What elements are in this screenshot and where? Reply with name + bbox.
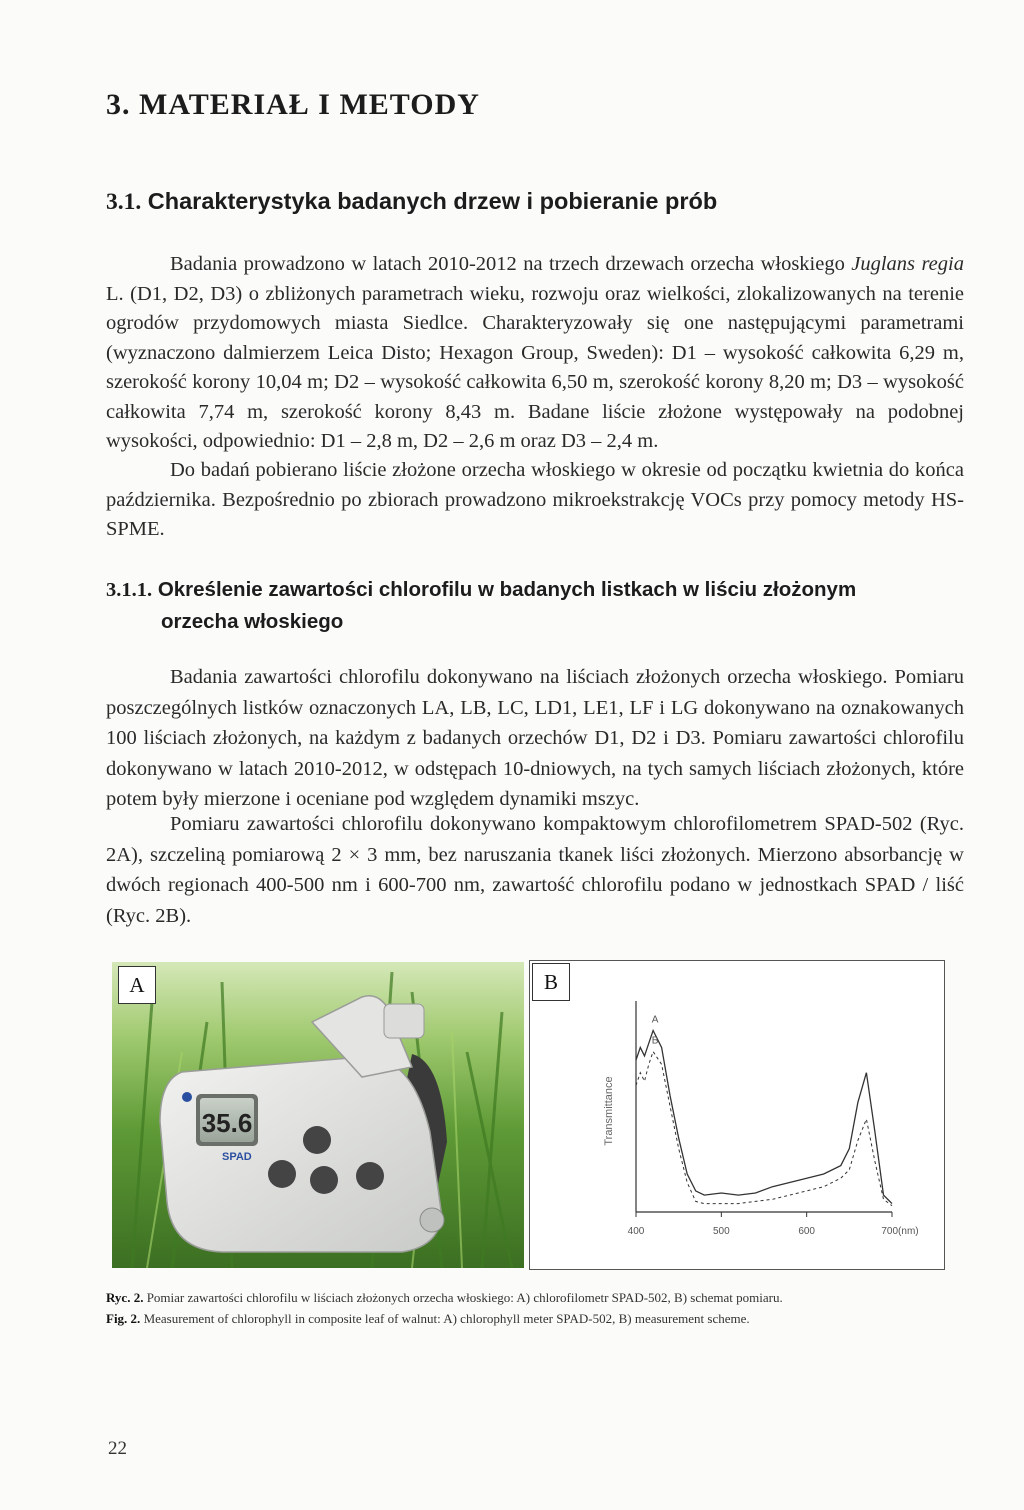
paragraph-chlorophyll: Badania zawartości chlorofilu dokonywano na liściach złożonych orzecha włoskiego. Pomiaru poszczególnych listków oznaczonych LA, LB, LC, LD1, LE1, LF i LG dokonywano na oznakowanych 100 liściach złożonych, na każdym z badanych orzechów D1, D2 i D3. Pomiaru zawartości chlorofilu dokonywano w latach 2010-2012, w odstępach 10-dniowych, na tych samych liściach złożonych, które potem były mierzone i oceniane pod względem dynamiki mszyc. xyxy=(106,666,964,810)
paragraph-text: L. (D1, D2, D3) o zbliżonych parametrach wieku, rozwoju oraz wielkości, zlokalizowanych na terenie ogrodów przydomowych miasta Siedlce. Charakteryzowały się one następującymi parametrami (wyznaczono dalmierzem Leica Disto; Hexagon Group, Sweden): D1 – wysokość całkowita 6,29 m, szerokość korony 10,04 m; D2 – wysokość całkowita 6,50 m, szerokość korony 8,20 m; D3 – wysokość całkowita 7,74 m, szerokość korony 8,43 m. Badane liście złożone występowały na podobnej wysokości, odpowiednio: D1 – 2,8 m, D2 – 2,6 m oraz D3 – 2,4 m. xyxy=(106,282,964,452)
figure-caption-pl xyxy=(106,1290,964,1306)
x-tick-label: 700(nm) xyxy=(881,1226,919,1237)
paragraph-trees xyxy=(106,250,964,457)
page-number: 22 xyxy=(108,1438,127,1459)
caption-text-en: Measurement of chlorophyll in composite leaf of walnut: A) chlorophyll meter SPAD-502, B) measurement scheme. xyxy=(140,1311,750,1326)
curve-label-a: A xyxy=(651,1014,659,1026)
device-button xyxy=(310,1166,338,1194)
device-display: 35.6 xyxy=(201,1108,253,1138)
transmittance-chart xyxy=(530,961,944,1269)
panel-a-label: A xyxy=(118,966,156,1004)
paragraph-text: Badania prowadzono w latach 2010-2012 na trzech drzewach orzecha włoskiego xyxy=(170,253,852,275)
subsection-title: Charakterystyka badanych drzew i pobieranie prób xyxy=(147,188,718,214)
paragraph-sampling: Do badań pobierano liście złożone orzecha włoskiego w okresie od początku kwietnia do końca października. Bezpośrednio po zbiorach prowadzono mikroekstrakcję VOCs przy pomocy metody HS-SPME. xyxy=(106,459,964,540)
subsubsection-number: 3.1.1. xyxy=(106,579,153,601)
species-name: Juglans regia xyxy=(851,253,964,275)
subsubsection-heading xyxy=(106,574,946,637)
panel-b-label: B xyxy=(532,963,570,1001)
caption-text-pl: Pomiar zawartości chlorofilu w liściach złożonych orzecha włoskiego: A) chlorofilometr SPAD-502, B) schemat pomiaru. xyxy=(143,1290,783,1305)
section-title: 3. MATERIAŁ I METODY xyxy=(106,88,480,121)
device-brand: SPAD xyxy=(222,1151,252,1163)
spad-meter-photo xyxy=(112,962,524,1268)
subsection-number: 3.1. xyxy=(106,189,142,215)
paragraph-spad: Pomiaru zawartości chlorofilu dokonywano kompaktowym chlorofilometrem SPAD-502 (Ryc. 2A), szczeliną pomiarową 2 × 3 mm, bez naruszania tkanek liści złożonych. Mierzono absorbancję w dwóch regionach 400-500 nm i 600-700 nm, zawartość chlorofilu podano w jednostkach SPAD / liść (Ryc. 2B). xyxy=(106,813,964,927)
x-tick-label: 600 xyxy=(798,1226,816,1237)
series-line-a xyxy=(636,1031,892,1204)
device-button xyxy=(268,1160,296,1188)
device-button xyxy=(303,1126,331,1154)
subsection-heading xyxy=(106,188,717,216)
subsubsection-title-line2: orzecha włoskiego xyxy=(161,610,344,633)
caption-label-pl: Ryc. 2. xyxy=(106,1290,144,1305)
figure-caption-en xyxy=(106,1311,964,1327)
curve-label-b: B xyxy=(651,1035,659,1047)
x-tick-label: 500 xyxy=(712,1226,730,1237)
device-button xyxy=(356,1162,384,1190)
panel-a-photo xyxy=(112,962,524,1268)
subsubsection-title-line1: Określenie zawartości chlorofilu w badanych listkach w liściu złożonym xyxy=(157,578,857,601)
x-tick-label: 400 xyxy=(627,1226,645,1237)
y-axis-label: Transmittance xyxy=(603,1076,615,1146)
figure-2 xyxy=(104,958,944,1270)
panel-b-chart xyxy=(529,960,945,1270)
caption-label-en: Fig. 2. xyxy=(106,1311,141,1326)
